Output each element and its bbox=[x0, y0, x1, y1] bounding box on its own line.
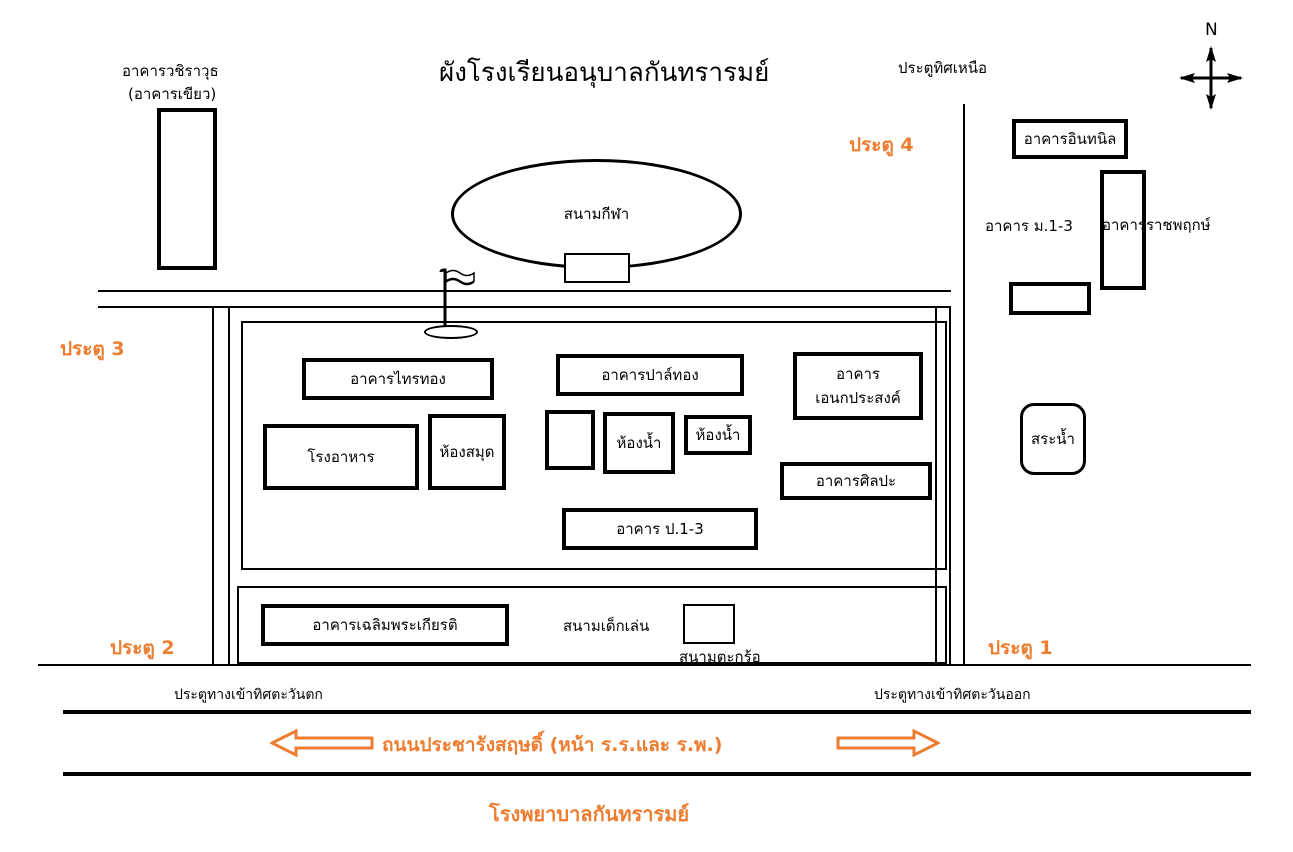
building-m1-3[interactable] bbox=[1009, 282, 1091, 315]
building-canteen-label: โรงอาหาร bbox=[307, 448, 375, 466]
building-p1-3[interactable] bbox=[562, 508, 758, 550]
sports-field-label: สนามกีฬา bbox=[563, 205, 630, 223]
building-panthong[interactable] bbox=[556, 354, 744, 396]
path-horizontal-lower bbox=[38, 664, 1251, 666]
building-toilet-1-label: ห้องน้ำ bbox=[616, 434, 662, 452]
takraw-court[interactable] bbox=[683, 604, 735, 644]
road-label: ถนนประชารังสฤษดิ์ (หน้า ร.ร.และ ร.พ.) bbox=[382, 734, 723, 756]
building-silapa-label: อาคารศิลปะ bbox=[815, 472, 897, 490]
building-library[interactable] bbox=[428, 414, 506, 490]
gate-3-label: ประตู 3 bbox=[60, 338, 125, 360]
path-vertical-west bbox=[212, 306, 214, 666]
building-p1-3-label: อาคาร ป.1-3 bbox=[616, 520, 704, 538]
building-library-label: ห้องสมุด bbox=[439, 443, 495, 461]
takraw-label: สนามตะกร้อ bbox=[679, 648, 761, 666]
hospital-label: โรงพยาบาลกันทรารมย์ bbox=[489, 802, 690, 826]
building-canteen[interactable] bbox=[263, 424, 419, 490]
path-vertical-west-2 bbox=[228, 306, 230, 666]
road-line-bottom bbox=[63, 772, 1251, 776]
building-anekprasong[interactable] bbox=[793, 352, 923, 420]
building-ratchaphruek-label: อาคารราชพฤกษ์ bbox=[1102, 216, 1211, 234]
path-horizontal-upper-2 bbox=[98, 306, 951, 308]
wachirawut-label-line1: อาคารวชิราวุธ bbox=[122, 62, 219, 80]
north-letter: N bbox=[1205, 20, 1218, 40]
building-panthong-label: อาคารปาล์ทอง bbox=[601, 366, 699, 384]
building-unnamed-small[interactable] bbox=[545, 410, 595, 470]
building-toilet-2-label: ห้องน้ำ bbox=[695, 426, 741, 444]
pond[interactable] bbox=[1020, 403, 1086, 475]
building-saithong-label: อาคารไทรทอง bbox=[350, 370, 446, 388]
building-saithong[interactable] bbox=[302, 358, 494, 400]
gate-2-label: ประตู 2 bbox=[110, 637, 175, 659]
gate-4-label: ประตู 4 bbox=[849, 134, 914, 156]
arrow-right-icon bbox=[836, 728, 940, 758]
north-gate-label: ประตูทิศเหนือ bbox=[898, 59, 988, 77]
gate-1-label: ประตู 1 bbox=[988, 637, 1053, 659]
playground-label: สนามเด็กเล่น bbox=[563, 617, 650, 635]
sports-field-stand[interactable] bbox=[564, 253, 630, 283]
north-gate-boundary bbox=[963, 104, 965, 664]
path-vertical-east-2 bbox=[949, 306, 951, 666]
west-entrance-label: ประตูทางเข้าทิศตะวันตก bbox=[174, 687, 323, 703]
building-anekprasong-label: อาคารเอนกประสงค์ bbox=[815, 365, 901, 407]
building-chaloem-label: อาคารเฉลิมพระเกียรติ bbox=[312, 616, 458, 634]
building-chaloem[interactable] bbox=[261, 604, 509, 646]
road-line-top bbox=[63, 710, 1251, 714]
compass-icon bbox=[1175, 42, 1247, 114]
east-entrance-label: ประตูทางเข้าทิศตะวันออก bbox=[874, 687, 1031, 703]
wachirawut-label-line2: (อาคารเขียว) bbox=[128, 85, 217, 103]
pond-label: สระน้ำ bbox=[1031, 430, 1075, 448]
building-inthanin[interactable] bbox=[1012, 119, 1128, 159]
building-m1-3-label: อาคาร ม.1-3 bbox=[985, 217, 1073, 235]
building-silapa[interactable] bbox=[780, 462, 932, 500]
path-horizontal-upper bbox=[98, 290, 951, 292]
building-toilet-1[interactable] bbox=[603, 412, 675, 474]
building-wachirawut[interactable] bbox=[157, 108, 217, 270]
page-title: ผังโรงเรียนอนุบาลกันทรารมย์ bbox=[439, 58, 770, 88]
building-toilet-2[interactable] bbox=[684, 415, 752, 455]
arrow-left-icon bbox=[270, 728, 374, 758]
building-inthanin-label: อาคารอินทนิล bbox=[1023, 130, 1117, 148]
